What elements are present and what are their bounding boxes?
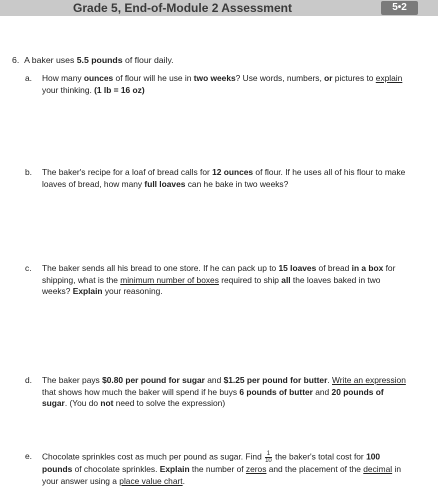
part-b-text: The baker's recipe for a loaf of bread calls for 12 ounces of flour. If he uses all of his flour to make loaves of bread, how many full loaves can he bake in two weeks? — [42, 167, 406, 189]
fraction-one-tenth: $\frac{1}{10}$ — [265, 451, 272, 464]
intro-bold: 5.5 pounds — [76, 55, 123, 65]
part-a-text: How many ounces of flour will he use in two weeks? Use words, numbers, or pictures to explain your thinking. (1 lb = 16 oz) — [42, 73, 403, 95]
part-d-text: The baker pays $0.80 per pound for sugar and $1.25 per pound for butter. Write an expression that shows how much the baker will spend if he buys 6 pounds of butter and 20 pounds of sugar. (You do not need to solve the expression) — [42, 375, 406, 408]
problem-6-intro — [12, 54, 432, 66]
problem-number: 6. — [12, 55, 20, 65]
part-c-letter: c. — [25, 263, 32, 273]
module-badge: 5•2 — [381, 1, 418, 15]
part-c-text: The baker sends all his bread to one store. If he can pack up to 15 loaves of bread in a box for shipping, what is the minimum number of boxes required to ship all the loaves baked in two weeks? Explain your reasoning. — [42, 263, 396, 296]
part-e-letter: e. — [25, 451, 32, 461]
intro-text: A baker uses — [24, 55, 77, 65]
part-e-text: Chocolate sprinkles cost as much per pound as sugar. Find $\frac{1}{10}$ the baker's total cost for 100 pounds of chocolate sprinkles. Explain the number of zeros and the placement of the decimal in your answer using a place value chart. — [42, 451, 401, 486]
part-a-letter: a. — [25, 73, 32, 83]
intro-text-end: of flour daily. — [122, 55, 174, 65]
header-bar — [0, 0, 438, 16]
page-title: Grade 5, End-of-Module 2 Assessment — [73, 1, 292, 15]
part-d-letter: d. — [25, 375, 32, 385]
part-b-letter: b. — [25, 167, 32, 177]
